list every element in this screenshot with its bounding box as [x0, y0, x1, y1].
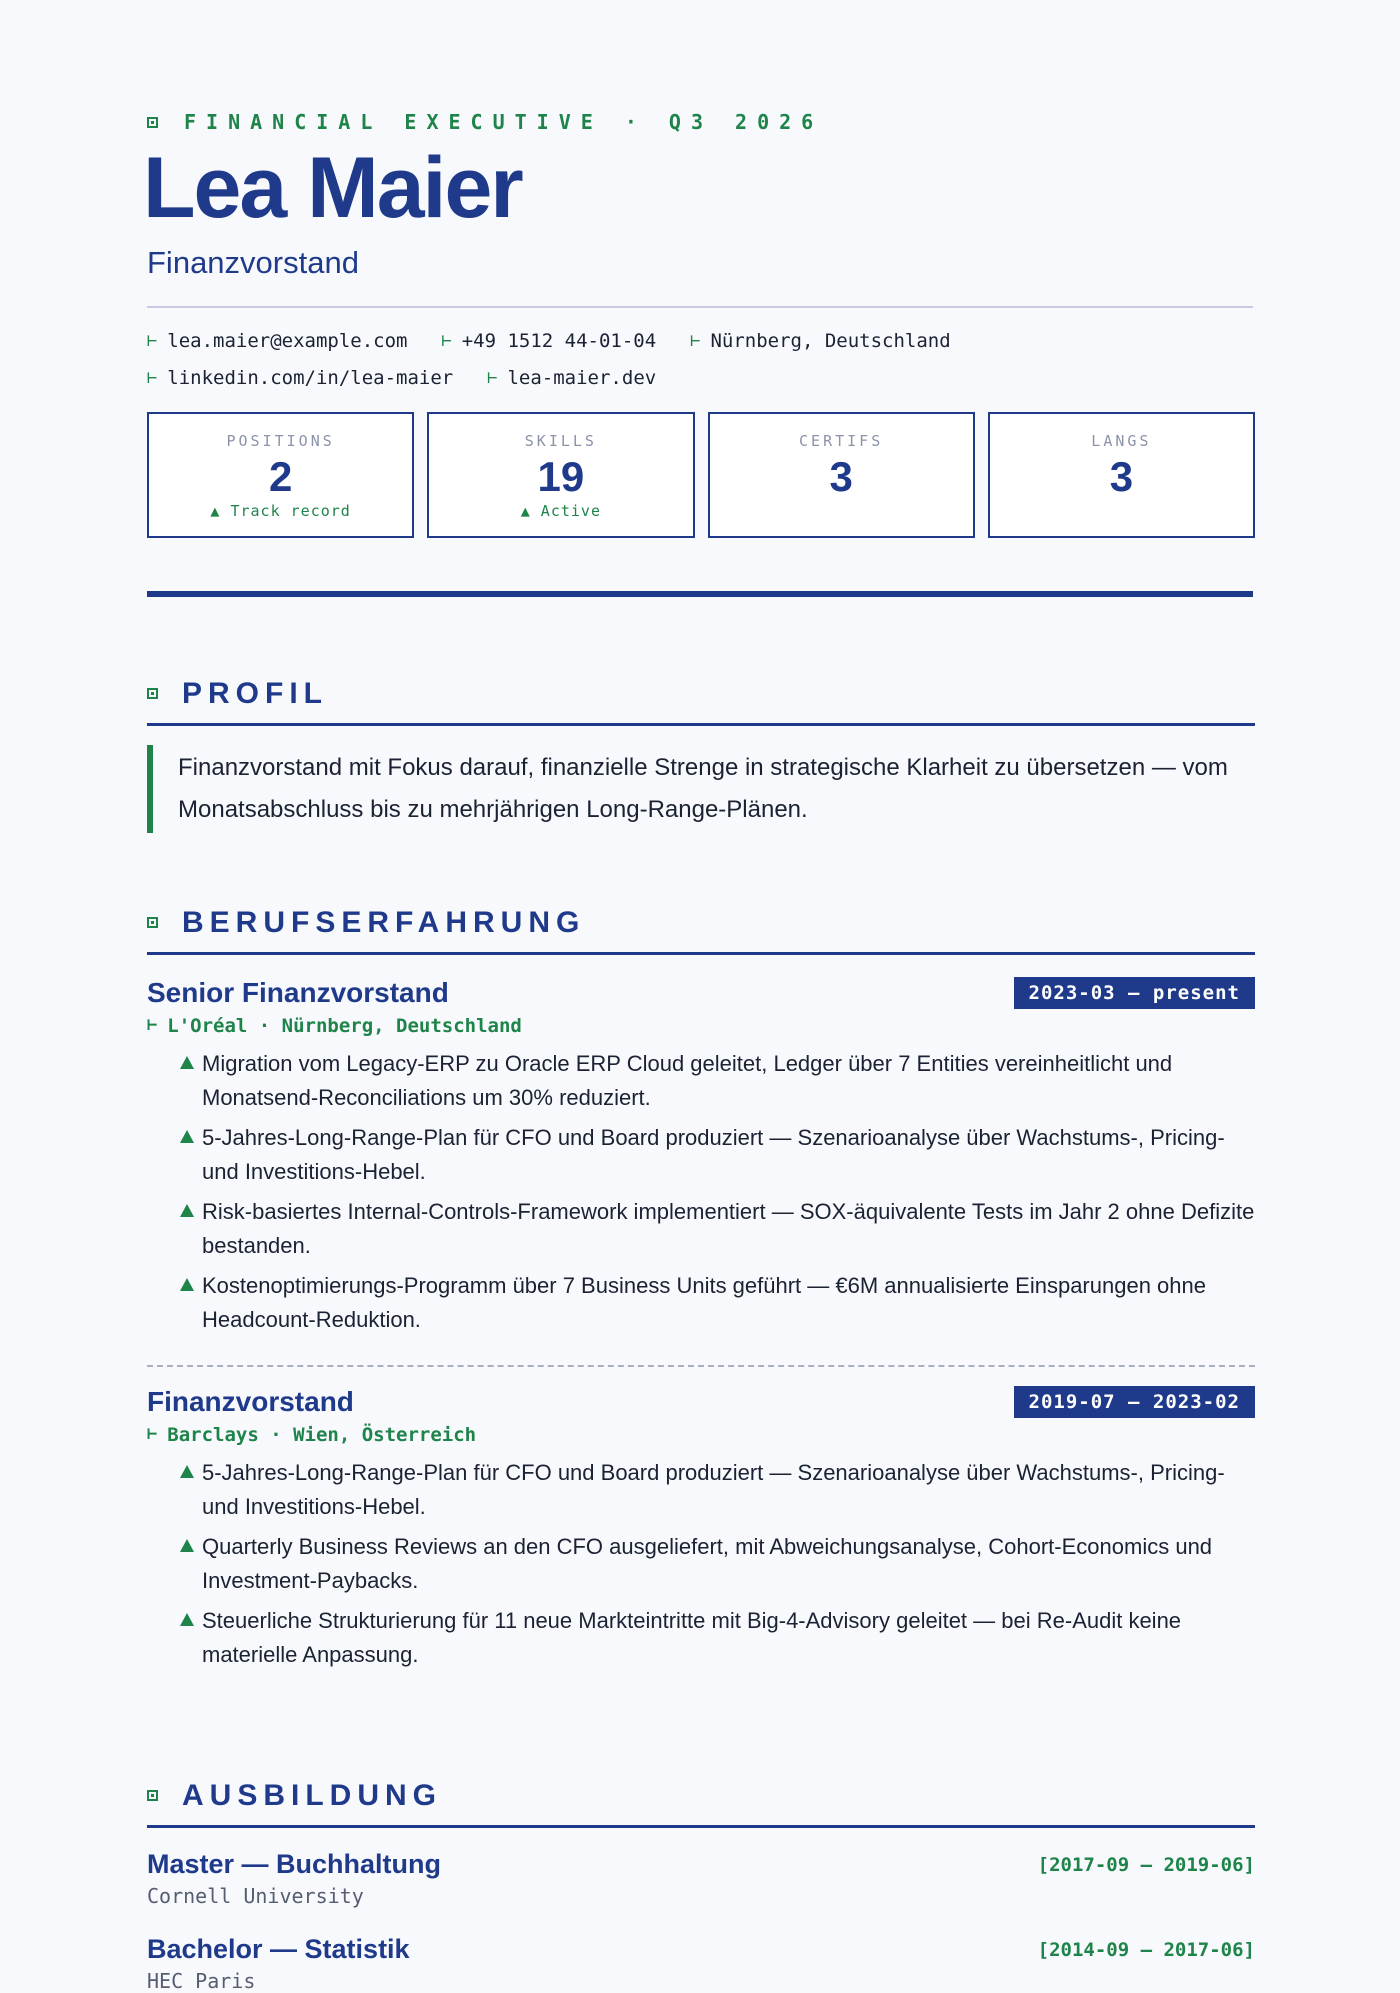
- header-divider: [147, 306, 1253, 308]
- edu-degree: Master — Buchhaltung: [147, 1849, 442, 1879]
- square-bullet-icon: [147, 117, 158, 128]
- contact-email[interactable]: [147, 330, 407, 352]
- stat-card-langs: [988, 412, 1255, 538]
- square-bullet-icon: [147, 688, 158, 699]
- stat-label: LANGS: [1091, 432, 1152, 450]
- stat-card-skills: [427, 412, 694, 538]
- triangle-bullet-icon: [180, 1056, 194, 1069]
- stat-value: 3: [829, 453, 853, 500]
- job-org-text: L'Oréal · Nürnberg, Deutschland: [167, 1015, 522, 1037]
- section-title: BERUFSERFAHRUNG: [182, 905, 586, 939]
- list-item: 5-Jahres-Long-Range-Plan für CFO und Board produziert — Szenarioanalyse über Wachstums-, Pricing- und Investitions-Hebel.: [180, 1121, 1255, 1189]
- contact-phone[interactable]: [441, 330, 656, 352]
- triangle-bullet-icon: [180, 1539, 194, 1552]
- edu-school: Cornell University: [147, 1884, 364, 1908]
- job-title: Senior Finanzvorstand: [147, 977, 449, 1008]
- tee-icon: ⊢: [147, 1424, 158, 1444]
- job-org: [147, 1424, 1255, 1446]
- job-separator: [147, 1365, 1255, 1367]
- contact-location-text: Nürnberg, Deutschland: [710, 329, 951, 352]
- stat-note: ▲ Active: [520, 502, 601, 521]
- contact-linkedin[interactable]: [147, 367, 453, 389]
- tee-icon: ⊢: [147, 330, 158, 351]
- stat-card-positions: [147, 412, 414, 538]
- section-header-profil: [147, 664, 1255, 726]
- contact-website[interactable]: [487, 367, 656, 389]
- edu-school: HEC Paris: [147, 1969, 256, 1993]
- job-entry: [147, 1386, 1255, 1678]
- stats-row: [147, 412, 1255, 538]
- job-date-badge: 2019-07 — 2023-02: [1014, 1386, 1255, 1418]
- candidate-name: Lea Maier: [143, 140, 522, 236]
- triangle-bullet-icon: [180, 1130, 194, 1143]
- stat-label: POSITIONS: [226, 432, 335, 450]
- section-header-experience: [147, 893, 1255, 955]
- square-bullet-icon: [147, 1790, 158, 1801]
- triangle-bullet-icon: [180, 1613, 194, 1626]
- job-title: Finanzvorstand: [147, 1386, 354, 1417]
- stat-value: 2: [268, 453, 293, 500]
- job-entry: [147, 977, 1255, 1343]
- profile-summary: Finanzvorstand mit Fokus darauf, finanzielle Strenge in strategische Klarheit zu übersetzen — vom Monatsabschluss bis zu mehrjährigen Long-Range-Plänen.: [147, 745, 1255, 833]
- edu-dates: [2014-09 – 2017-06]: [1037, 1938, 1255, 1961]
- stat-value: 19: [537, 453, 585, 500]
- list-item: Kostenoptimierungs-Programm über 7 Business Units geführt — €6M annualisierte Einsparungen ohne Headcount-Reduktion.: [180, 1269, 1255, 1337]
- list-item: Risk-basiertes Internal-Controls-Framework implementiert — SOX-äquivalente Tests im Jahr 2 ohne Defizite bestanden.: [180, 1195, 1255, 1263]
- eyebrow-text: FINANCIAL EXECUTIVE · Q3 2026: [184, 110, 824, 134]
- list-item: Quarterly Business Reviews an den CFO ausgeliefert, mit Abweichungsanalyse, Cohort-Economics und Investment-Paybacks.: [180, 1530, 1255, 1598]
- job-bullets: [147, 1456, 1255, 1672]
- list-item: 5-Jahres-Long-Range-Plan für CFO und Board produziert — Szenarioanalyse über Wachstums-, Pricing- und Investitions-Hebel.: [180, 1456, 1255, 1524]
- tee-icon: ⊢: [147, 367, 158, 388]
- stat-label: CERTIFS: [799, 432, 884, 450]
- contact-location: [690, 330, 950, 352]
- tee-icon: ⊢: [147, 1015, 158, 1035]
- edu-degree: Bachelor — Statistik: [147, 1934, 410, 1964]
- tee-icon: ⊢: [441, 330, 452, 351]
- job-org-text: Barclays · Wien, Österreich: [167, 1424, 477, 1446]
- tee-icon: ⊢: [690, 330, 701, 351]
- contact-linkedin-text: linkedin.com/in/lea-maier: [167, 366, 454, 389]
- contact-website-text: lea-maier.dev: [507, 366, 657, 389]
- education-entry: [147, 1934, 1255, 1993]
- square-bullet-icon: [147, 917, 158, 928]
- section-title: PROFIL: [182, 676, 328, 710]
- section-header-education: [147, 1766, 1255, 1828]
- contact-email-text: lea.maier@example.com: [167, 329, 408, 352]
- job-bullets: [147, 1047, 1255, 1337]
- candidate-title: Finanzvorstand: [147, 245, 359, 280]
- stat-value: 3: [1109, 453, 1134, 500]
- list-item: Migration vom Legacy-ERP zu Oracle ERP Cloud geleitet, Ledger über 7 Entities vereinheitlicht und Monatsend-Reconciliations um 30% reduziert.: [180, 1047, 1255, 1115]
- header-eyebrow: [147, 110, 823, 134]
- tee-icon: ⊢: [487, 367, 498, 388]
- triangle-bullet-icon: [180, 1465, 194, 1478]
- list-item: Steuerliche Strukturierung für 11 neue Markteintritte mit Big-4-Advisory geleitet — bei Re-Audit keine materielle Anpassung.: [180, 1604, 1255, 1672]
- stat-card-certifs: [708, 412, 975, 538]
- edu-dates: [2017-09 – 2019-06]: [1037, 1853, 1255, 1876]
- stat-label: SKILLS: [524, 432, 597, 450]
- job-date-badge: 2023-03 — present: [1014, 977, 1255, 1009]
- stat-note: ▲ Track record: [210, 502, 351, 521]
- contact-list: [147, 322, 1255, 396]
- education-entry: [147, 1849, 1255, 1908]
- section-title: AUSBILDUNG: [182, 1778, 442, 1812]
- contact-phone-text: +49 1512 44-01-04: [461, 329, 657, 352]
- triangle-bullet-icon: [180, 1204, 194, 1217]
- header-thick-divider: [147, 591, 1253, 597]
- job-org: [147, 1015, 1255, 1037]
- triangle-bullet-icon: [180, 1278, 194, 1291]
